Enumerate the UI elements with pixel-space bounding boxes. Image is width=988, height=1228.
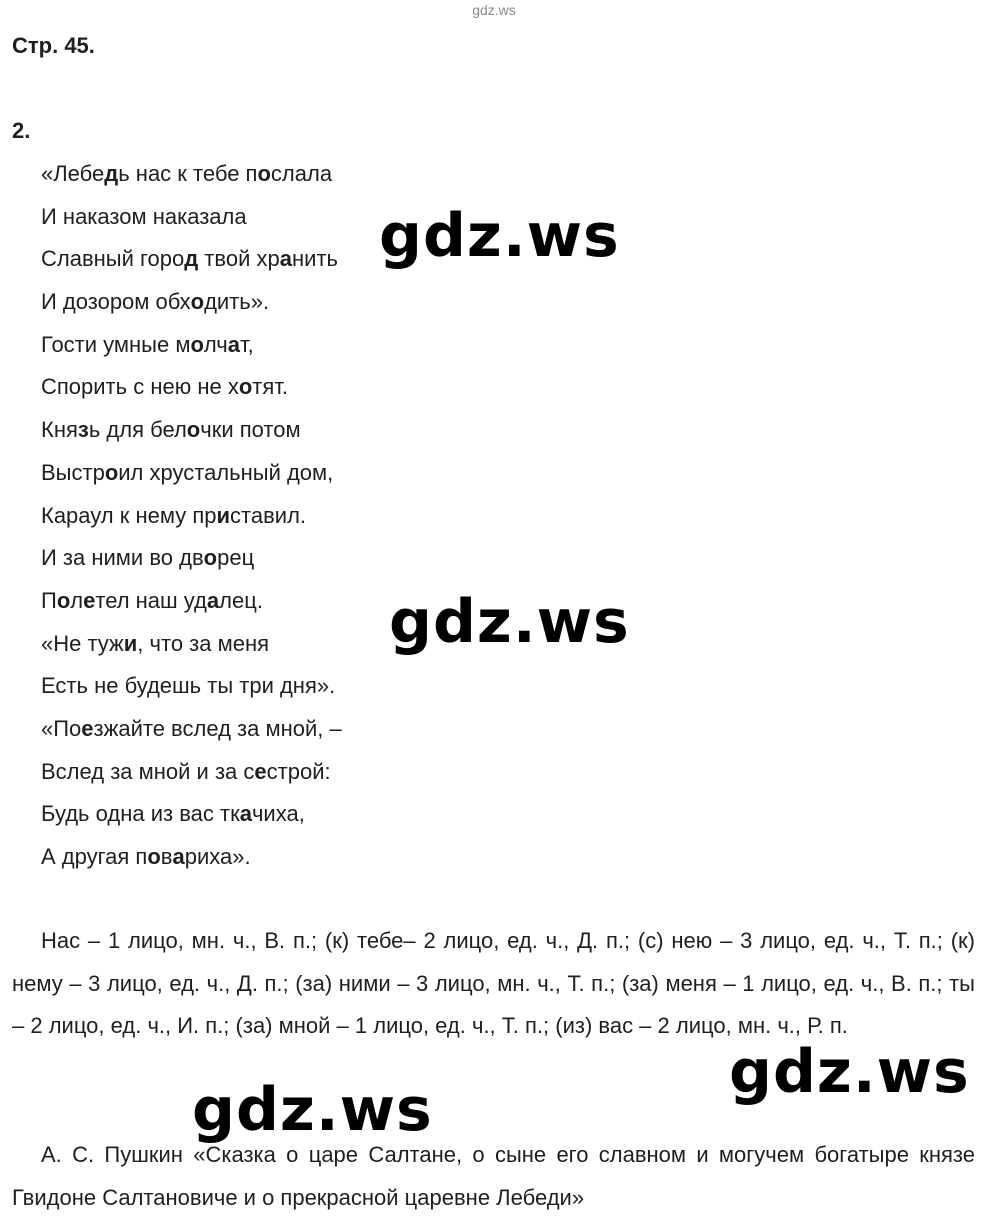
poem-line — [41, 626, 342, 669]
poem-line — [41, 583, 342, 626]
poem-line — [41, 711, 342, 754]
poem-line-text: твой хр — [198, 246, 280, 272]
poem-line — [41, 199, 342, 242]
watermark: gdz.ws — [729, 1037, 970, 1107]
poem-line-text: лец. — [219, 587, 263, 613]
poem-line — [41, 796, 342, 839]
grammar-note: Нас – 1 лицо, мн. ч., В. п.; (к) тебе– 2 лицо, ед. ч., Д. п.; (с) нею – 3 лицо, ед. ч., Т. п.; (к) нему – 3 лицо, ед. ч., Д. п.; (за) ними – 3 лицо, мн. ч., Т. п.; (за) меня – 1 лицо, ед. ч., В. п.; ты – 2 лицо, ед. ч., И. п.; (за) мной – 1 лицо, ед. ч., Т. п.; (из) вас – 2 лицо, мн. ч., Р. п. — [12, 928, 975, 1038]
poem-line-bold-letter: о — [190, 289, 205, 315]
top-watermark: gdz.ws — [472, 2, 516, 18]
poem-line — [41, 668, 342, 711]
poem-line-bold-letter: а — [227, 331, 240, 357]
poem-line — [41, 284, 342, 327]
poem-line-bold-letter: а — [239, 801, 252, 827]
poem-line — [41, 540, 342, 583]
poem-line-text: Вслед за мной и за с — [41, 758, 255, 784]
poem-line-bold-letter: з — [77, 417, 89, 443]
poem-line-text: риха». — [184, 844, 251, 869]
poem-line-bold-letter: а — [206, 587, 220, 613]
poem-line — [41, 839, 342, 882]
poem-line-text: ь нас к тебе п — [118, 161, 258, 186]
poem-line — [41, 327, 342, 370]
poem-line-text: Будь одна из вас тк — [41, 801, 240, 827]
poem-line-bold-letter: е — [83, 587, 96, 613]
poem-line-text: в — [160, 844, 173, 869]
poem-line — [41, 455, 342, 498]
poem-line-text: тят. — [252, 374, 289, 400]
poem-line-text: л — [70, 587, 84, 613]
poem-line-bold-letter: е — [254, 758, 267, 784]
poem-line — [41, 412, 342, 455]
poem-line-text: Славный горо — [41, 246, 185, 272]
watermark: gdz.ws — [389, 587, 630, 657]
poem-line-text: тел наш уд — [95, 587, 207, 613]
poem-line-text: чки потом — [200, 417, 301, 443]
poem-line-text: И наказом наказала — [41, 203, 247, 229]
poem-line-text: П — [41, 587, 57, 613]
poem-line-bold-letter: о — [186, 417, 201, 443]
poem-line-text: И дозором обх — [41, 289, 191, 315]
poem-line-bold-letter: д — [104, 161, 119, 186]
poem-line-bold-letter: о — [257, 161, 271, 186]
poem-line — [41, 369, 342, 412]
poem-line-bold-letter: о — [190, 331, 204, 357]
poem-line-bold-letter: и — [216, 502, 231, 528]
poem-line-text: ставил. — [230, 502, 307, 528]
task-number: 2. — [12, 118, 31, 143]
poem-line-text: лч — [203, 331, 228, 357]
poem-line-bold-letter: о — [238, 374, 253, 400]
poem-line-text: т, — [240, 331, 254, 357]
poem-line-bold-letter: е — [81, 715, 94, 741]
poem-line-text: И за ними во дв — [41, 545, 204, 571]
source-note: А. С. Пушкин «Сказка о царе Салтане, о сыне его славном и могучем богатыре князе Гвидоне Салтановиче и о прекрасной царевне Лебеди» — [12, 1142, 975, 1210]
poem-line-bold-letter: о — [56, 587, 71, 613]
poem-line-text: ь для бел — [88, 417, 187, 443]
poem-line-text: Есть не будешь ты три дня». — [41, 673, 336, 699]
poem-line — [41, 498, 342, 541]
poem-line-text: «Лебе — [41, 161, 105, 186]
poem-line-text: нить — [292, 246, 338, 272]
poem — [41, 156, 342, 882]
poem-line — [41, 241, 342, 284]
poem-line-text: «Не туж — [41, 630, 124, 656]
poem-line-text: строй: — [266, 758, 331, 784]
poem-line — [41, 156, 342, 199]
poem-line-text: А другая п — [41, 844, 148, 869]
poem-line-text: Спорить с нею не х — [41, 374, 239, 400]
watermark: gdz.ws — [192, 1075, 433, 1145]
poem-line-bold-letter: о — [147, 844, 161, 869]
poem-line-bold-letter: а — [172, 844, 185, 869]
poem-line-text: чиха, — [251, 801, 305, 827]
poem-line-bold-letter: и — [123, 630, 138, 656]
poem-line-text: Кня — [41, 417, 78, 443]
poem-line-text: ил хрустальный дом, — [118, 459, 334, 485]
poem-line-text: , что за меня — [137, 630, 270, 656]
poem-line-bold-letter: о — [203, 545, 218, 571]
poem-line-bold-letter: д — [184, 246, 199, 272]
poem-line-text: Выстр — [41, 459, 105, 485]
poem-line-text: «По — [41, 715, 82, 741]
poem-line-text: рец — [217, 545, 255, 571]
poem-line-text: Караул к нему пр — [41, 502, 217, 528]
poem-line-text: дить». — [204, 289, 270, 315]
watermark: gdz.ws — [379, 201, 620, 271]
poem-line-bold-letter: о — [104, 459, 119, 485]
page-label: Стр. 45. — [12, 33, 95, 58]
poem-line-text: зжайте вслед за мной, – — [93, 715, 342, 741]
poem-line — [41, 754, 342, 797]
poem-line-bold-letter: а — [279, 246, 292, 272]
poem-line-text: Гости умные м — [41, 331, 191, 357]
poem-line-text: слала — [270, 161, 333, 186]
